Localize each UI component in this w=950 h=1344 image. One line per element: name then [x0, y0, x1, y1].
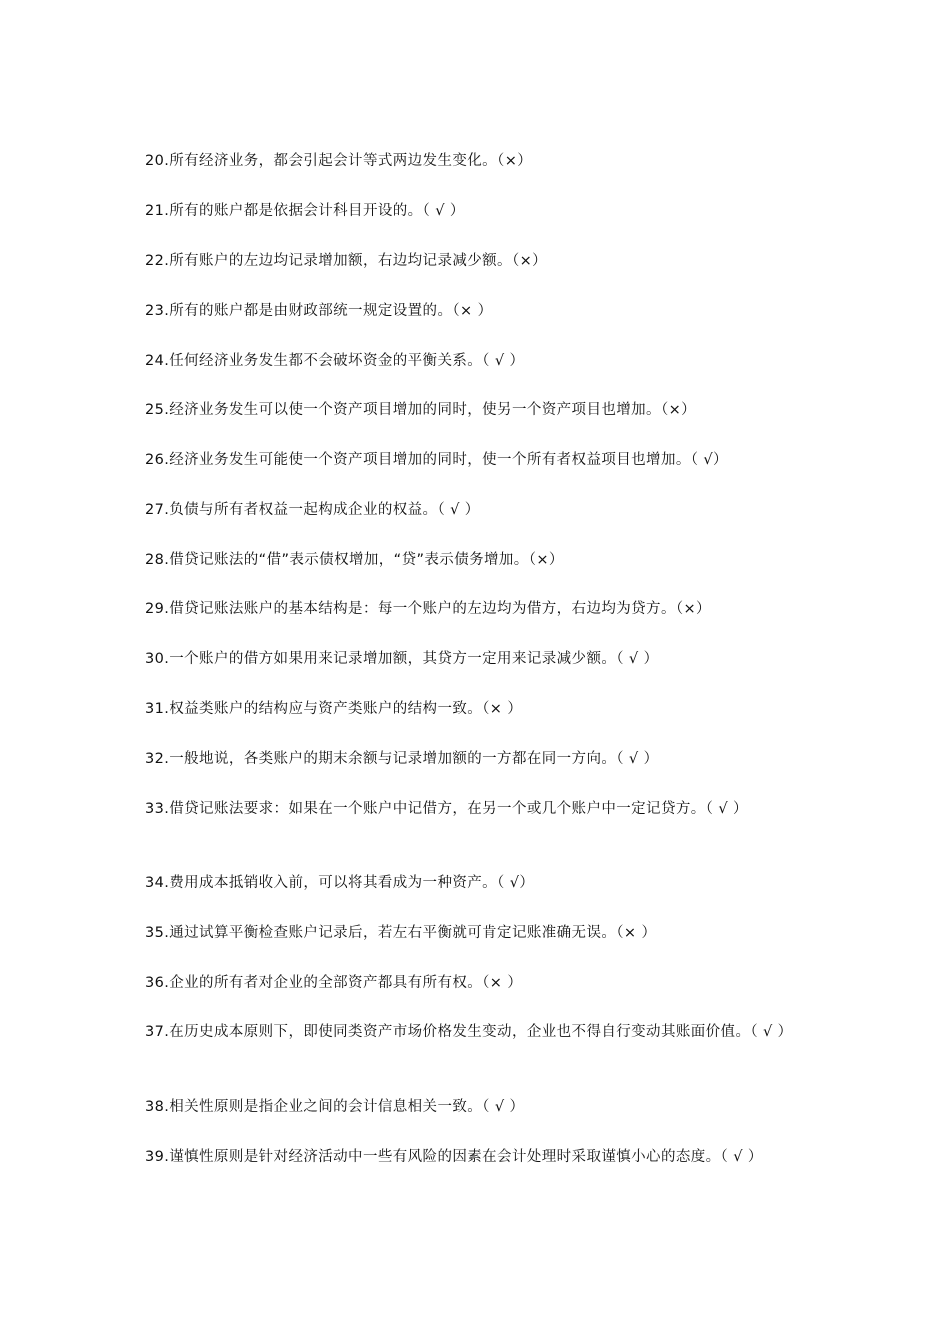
question-30: 30.一个账户的借方如果用来记录增加额，其贷方一定用来记录减少额。（ √ ） [145, 651, 659, 667]
question-27: 27.负债与所有者权益一起构成企业的权益。（ √ ） [145, 502, 480, 518]
question-20: 20.所有经济业务，都会引起会计等式两边发生变化。（×） [145, 153, 533, 169]
question-23: 23.所有的账户都是由财政部统一规定设置的。（× ） [145, 303, 493, 319]
question-21: 21.所有的账户都是依据会计科目开设的。（ √ ） [145, 203, 465, 219]
question-38: 38.相关性原则是指企业之间的会计信息相关一致。（ √ ） [145, 1099, 525, 1115]
question-33: 33.借贷记账法要求：如果在一个账户中记借方，在另一个或几个账户中一定记贷方。（ √ ） [145, 801, 748, 817]
question-32: 32.一般地说，各类账户的期末余额与记录增加额的一方都在同一方向。（ √ ） [145, 751, 659, 767]
question-34: 34.费用成本抵销收入前，可以将其看成为一种资产。（ √） [145, 875, 535, 891]
question-37: 37.在历史成本原则下，即使同类资产市场价格发生变动，企业也不得自行变动其账面价值。（ √ ） [145, 1024, 793, 1040]
question-29: 29.借贷记账法账户的基本结构是：每一个账户的左边均为借方，右边均为贷方。（×） [145, 601, 711, 617]
question-24: 24.任何经济业务发生都不会破坏资金的平衡关系。（ √ ） [145, 353, 525, 369]
question-36: 36.企业的所有者对企业的全部资产都具有所有权。（× ） [145, 975, 523, 991]
question-28: 28.借贷记账法的“借”表示债权增加，“贷”表示债务增加。（×） [145, 552, 564, 568]
question-25: 25.经济业务发生可以使一个资产项目增加的同时，使另一个资产项目也增加。（×） [145, 402, 697, 418]
question-31: 31.权益类账户的结构应与资产类账户的结构一致。（× ） [145, 701, 523, 717]
question-26: 26.经济业务发生可能使一个资产项目增加的同时，使一个所有者权益项目也增加。（ √） [145, 452, 728, 468]
question-35: 35.通过试算平衡检查账户记录后，若左右平衡就可肯定记账准确无误。（× ） [145, 925, 657, 941]
question-39: 39.谨慎性原则是针对经济活动中一些有风险的因素在会计处理时采取谨慎小心的态度。（ √ ） [145, 1149, 763, 1165]
question-22: 22.所有账户的左边均记录增加额，右边均记录减少额。（×） [145, 253, 548, 269]
